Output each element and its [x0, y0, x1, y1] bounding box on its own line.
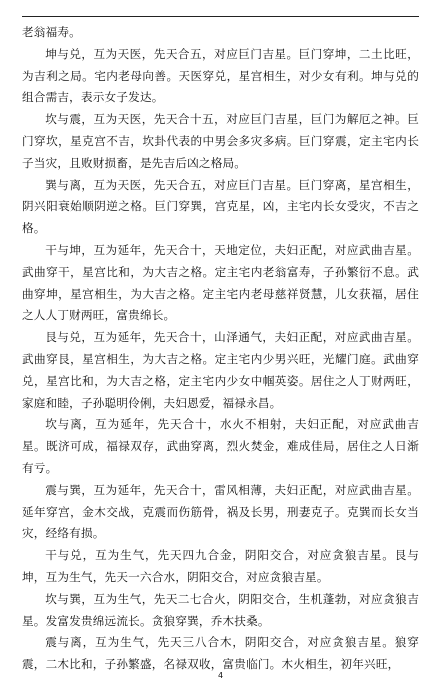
paragraph-continuation: 老翁福寿。	[22, 25, 81, 39]
paragraph-kun-dui: 坤与兑，互为天医，先天合五，对应巨门吉星。巨门穿坤，二土比旺，为吉利之局。宅内老母向善。天医穿兑，星宫相生，对少女有利。坤与兑的组合需吉，表示女子发达。	[22, 46, 419, 105]
paragraph-gen-dui: 艮与兑，互为延年，先天合十，山泽通气，夫妇正配，对应武曲吉星。武曲穿艮，星宫相生，为大吉之格。定主宅内少男兴旺，光耀门庭。武曲穿兑，星宫比和，为大吉之格，定主宅内少女中帼英姿。居住之人丁财两旺，家庭和睦，子孙聪明伶俐，夫妇恩爱，福禄永昌。	[22, 330, 419, 410]
paragraph-kan-zhen: 坎与震，互为天医，先天合十五，对应巨门吉星，巨门为解厄之神。巨门穿坎，星克宫不吉，坎卦代表的中男会多灾多病。巨门穿震，定主宅内长子当灾，且败财损畜，是先吉后凶之格局。	[22, 112, 419, 170]
paragraph-xun-li: 巽与离，互为天医，先天合五，对应巨门吉星。巨门穿离，星宫相生，阴兴阳衰始顺阴逆之格。巨门穿巽，宫克星，凶，主宅内长女受灾，不吉之格。	[22, 177, 419, 236]
body-text	[22, 22, 419, 676]
paragraph-kan-xun: 坎与巽，互为生气，先天二七合火，阴阳交合，生机蓬勃，对应贪狼吉星。发富发贵绵远流长。贪狼穿巽，乔木扶桑。	[22, 591, 419, 628]
header-rule	[22, 16, 419, 17]
paragraph-zhen-xun: 震与巽，互为延年，先天合十，雷风相薄，夫妇正配，对应武曲吉星。延年穿宫，金木交战，克震而伤筋骨，祸及长男，刑妻克子。克巽而长女当灾，经络有损。	[22, 482, 419, 541]
paragraph-gan-kun: 干与坤，互为延年，先天合十，天地定位，夫妇正配，对应武曲吉星。武曲穿干，星宫比和，为大吉之格。定主宅内老翁富寿，子孙繁衍不息。武曲穿坤，星宫相生，为大吉之格。定主宅内老母慈祥贤慧，儿女获福，居住之人人丁财两旺，富贵绵长。	[22, 242, 419, 323]
page-number: 4	[217, 671, 224, 680]
paragraph-gan-dui-gen-kun: 干与兑，互为生气，先天四九合金，阴阳交合，对应贪狼吉星。艮与坤，互为生气，先天一六合水，阴阳交合，对应贪狼吉星。	[22, 548, 419, 584]
paragraph-kan-li: 坎与离，互为延年，先天合十，水火不相射，夫妇正配，对应武曲吉星。既济可成，福禄双存，武曲穿离，烈火焚金，难成佳局，居住之人日渐有亏。	[22, 417, 419, 475]
paragraph-zhen-li: 震与离，互为生气，先天三八合木，阴阳交合，对应贪狼吉星。狼穿震，二木比和，子孙繁盛，名禄双收，富贵临门。木火相生，初年兴旺，	[22, 635, 419, 672]
